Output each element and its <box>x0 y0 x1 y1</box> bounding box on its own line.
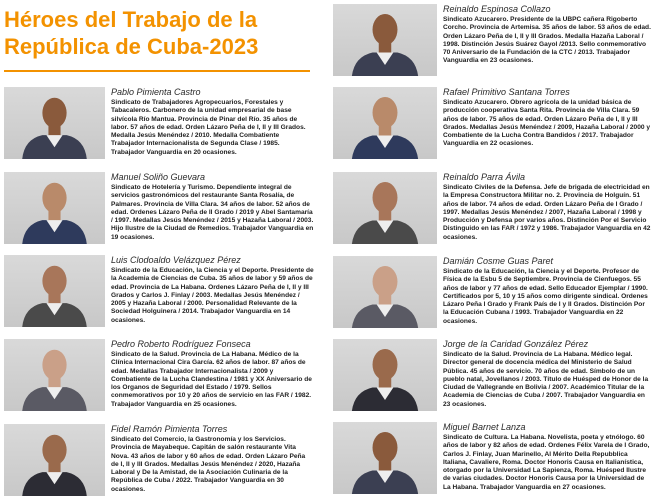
hero-entry-manuel-solino-guevara <box>4 172 314 244</box>
title-line-2: República de Cuba-2023 <box>4 34 259 59</box>
portrait-silhouette <box>333 87 437 159</box>
hero-bio <box>443 172 651 244</box>
hero-name: Damián Cosme Guas Paret <box>443 256 554 266</box>
hero-description: Sindicato de Trabajadores Agropecuarios, Forestales y Tabacaleros. Carbonero de la unidad empresarial de base silvícola Río Mantua. Provincia de Pinar del Río. 35 años de labor. 57 años de edad. Orden Lázaro Peña de I, II y III Grados. Medalla Jesús Menéndez / 2010. Medalla Combatiente Trabajador Internacionalista de Segunda Clase / 1985. Trabajador Vanguardia en 20 ocasiones. <box>111 99 306 156</box>
portrait-head <box>373 266 398 297</box>
hero-entry-reinaldo-parra-avila <box>333 172 651 244</box>
hero-name: Pedro Roberto Rodríguez Fonseca <box>111 339 251 349</box>
portrait-photo <box>4 255 105 327</box>
title-line-1: Héroes del Trabajo de la <box>4 7 258 32</box>
hero-entry-rafael-primitivo-santana-torres <box>333 87 651 159</box>
portrait-head <box>373 432 398 463</box>
hero-entry-jorge-de-la-caridad-gonzalez-perez <box>333 339 651 411</box>
hero-bio <box>111 172 314 244</box>
portrait-silhouette <box>4 339 105 411</box>
portrait-head <box>373 182 398 213</box>
hero-bio <box>443 256 651 328</box>
portrait-head <box>373 14 398 45</box>
portrait-head <box>373 97 398 128</box>
portrait-photo <box>4 339 105 411</box>
portrait-silhouette <box>4 255 105 327</box>
hero-entry-reinaldo-espinosa-collazo <box>333 4 651 76</box>
page-title <box>4 6 320 60</box>
portrait-head <box>42 350 66 380</box>
hero-description: Sindicato de la Educación, la Ciencia y el Deporte. Profesor de Física de la Esbu 5 de Septiembre. Provincia de Cienfuegos. 55 años de labor y 77 años de edad. Sello Educador Ejemplar / 1990. Certificados por 5, 10 y 15 años como dirigente sindical. Ordenes Lázaro Peña I Grado y Frank País de I y II Grados. Distinción Por la Educación Cubana / 1993. Trabajador Vanguardia en 22 ocasiones. <box>443 268 648 325</box>
hero-description: Sindicato Azucarero. Obrero agrícola de la unidad básica de producción cooperativa Santa Rita. Provincia de Villa Clara. 59 años de labor. 75 años de edad. Orden Lázaro Peña de I, II y III Grados. Medallas Jesús Menéndez / 2009, Hazaña Laboral / 2000 y Combatiente de la Lucha Contra Bandidos / 2017. Trabajador Vanguardia en 22 ocasiones. <box>443 99 651 148</box>
hero-bio <box>443 339 651 411</box>
hero-name: Reinaldo Espinosa Collazo <box>443 4 551 14</box>
hero-name: Manuel Soliño Guevara <box>111 172 206 182</box>
hero-bio <box>443 87 651 159</box>
hero-entry-damian-cosme-guas-paret <box>333 256 651 328</box>
hero-name: Pablo Pimienta Castro <box>111 87 201 97</box>
portrait-head <box>42 266 66 296</box>
hero-bio <box>111 87 314 159</box>
hero-bio <box>111 424 314 496</box>
hero-entry-miguel-barnet-lanza <box>333 422 651 494</box>
portrait-photo <box>333 87 437 159</box>
portrait-silhouette <box>333 256 437 328</box>
portrait-photo <box>333 4 437 76</box>
hero-name: Reinaldo Parra Ávila <box>443 172 526 182</box>
hero-description: Sindicato de la Educación, la Ciencia y el Deporte. Presidente de la Academia de Ciencias de Cuba. 35 años de labor y 59 años de edad. Provincia de La Habana. Ordenes Lázaro Peña de I, II y III Grados y Carlos J. Finlay / 2003. Medallas Jesús Menéndez / 2005 y Hazaña Laboral / 2000. Personalidad Relevante de la Sociedad Holguinera / 2014. Trabajador Vanguardia en 14 ocasiones. <box>111 267 314 324</box>
hero-bio <box>111 339 314 411</box>
hero-description: Sindicato de la Salud. Provincia de La Habana. Médico de la Clínica Internacional Cira García. 62 años de labor. 87 años de edad. Medallas Trabajador Internacionalista / 2009 y Combatiente de la Lucha Clandestina / 1981 y XX Aniversario de los Organos de Seguridad del Estado / 1979. Sellos conmemorativos por 10 y 20 años de servicio en las FAR / 1982. Trabajador Vanguardia en 25 ocasiones. <box>111 351 312 408</box>
hero-entry-pablo-pimienta-castro <box>4 87 314 159</box>
portrait-photo <box>333 256 437 328</box>
hero-name: Rafael Primitivo Santana Torres <box>443 87 570 97</box>
portrait-silhouette <box>4 87 105 159</box>
portrait-silhouette <box>4 424 105 496</box>
portrait-photo <box>333 172 437 244</box>
portrait-photo <box>4 172 105 244</box>
portrait-silhouette <box>333 422 437 494</box>
hero-entry-fidel-ramon-pimienta-torres <box>4 424 314 496</box>
hero-description: Sindicato de la Salud. Provincia de La Habana. Médico legal. Director general de docencia médica del Ministerio de Salud Pública. 45 años de servicio. 70 años de edad. Símbolo de un pueblo natal, Jovellanos / 2003. Título de Huésped de Honor de la Ciudad de Vallegrande en Bolivia / 2007. Académico Titular de la Academia de Ciencias de Cuba / 2007. Trabajador Vanguardia en 23 ocasiones. <box>443 351 649 408</box>
portrait-photo <box>333 422 437 494</box>
hero-description: Sindicato Azucarero. Presidente de la UBPC cañera Rigoberto Corcho. Provincia de Artemisa. 35 años de labor. 53 años de edad. Orden Lázaro Peña de I, II y III Grados. Medalla Hazaña Laboral / 1998. Distinción Jesús Suárez Gayol /2013. Sello conmemorativo 70 Aniversario de la Fundación de la CTC / 2013. Trabajador Vanguardia en 23 ocasiones. <box>443 16 651 65</box>
portrait-head <box>373 349 398 380</box>
portrait-head <box>42 183 66 213</box>
portrait-silhouette <box>333 4 437 76</box>
hero-name: Miguel Barnet Lanza <box>443 422 526 432</box>
portrait-head <box>42 435 66 465</box>
portrait-head <box>42 98 66 128</box>
portrait-photo <box>333 339 437 411</box>
hero-entry-luis-clodoaldo-velazquez-perez <box>4 255 314 327</box>
portrait-silhouette <box>4 172 105 244</box>
hero-bio <box>443 422 651 494</box>
portrait-photo <box>4 424 105 496</box>
portrait-silhouette <box>333 172 437 244</box>
hero-description: Sindicato de Hotelería y Turismo. Dependiente integral de servicios gastronómicos del restaurante Santa Rosalía, de Palmares. Provincia de Villa Clara. 34 años de labor. 52 años de edad. Ordenes Lázaro Peña de II Grado / 2019 y Abel Santamaría / 1997. Medallas Jesús Menéndez / 2015 y Hazaña Laboral / 2003. Hijo Ilustre de la Ciudad de Remedios. Trabajador Vanguardia en 19 ocasiones. <box>111 184 314 241</box>
title-underline <box>4 70 310 72</box>
hero-bio <box>111 255 314 327</box>
hero-name: Luis Clodoaldo Velázquez Pérez <box>111 255 241 265</box>
hero-description: Sindicato Civiles de la Defensa. Jefe de brigada de electricidad en la Empresa Constructora Militar no. 2. Provincia de Holguín. 51 años de labor. 74 años de edad. Orden Lázaro Peña de I Grado / 1997. Medallas Jesús Menéndez / 2007, Hazaña Laboral / 1998 y Producción y Defensa por varios años. Distinción Por el Servicio Distinguido en las FAR / 1972 y 1986. Trabajador Vanguardia en 42 ocasiones. <box>443 184 651 241</box>
hero-description: Sindicato del Comercio, la Gastronomía y los Servicios. Provincia de Mayabeque. Capitán de salón restaurante Vita Nova. 43 años de labor y 60 años de edad. Orden Lázaro Peña de I, II y III Grados. Medallas Jesús Menéndez / 2020, Hazaña Laboral y De la Amistad, de la Asociación Culinaria de la República de Cuba / 2022. Trabajador Vanguardia en 30 ocasiones. <box>111 436 306 493</box>
hero-bio <box>443 4 651 76</box>
hero-name: Fidel Ramón Pimienta Torres <box>111 424 228 434</box>
hero-name: Jorge de la Caridad González Pérez <box>443 339 589 349</box>
portrait-photo <box>4 87 105 159</box>
hero-description: Sindicato de Cultura. La Habana. Novelista, poeta y etnólogo. 60 años de labor y 82 años de edad. Ordenes Félix Varela de I Grado, Carlos J. Finlay, Juan Marinello, Al Mérito Della Repubblica Italiana, Cavaliere, Roma. Doctor Honoris Causa en Italianística, otorgado por la Universidad La Sapienza, Roma. Huésped Ilustre de varias ciudades. Doctor Honoris Causa por la Universidad de La Habana. Trabajador Vanguardia en 27 ocasiones. <box>443 434 650 491</box>
portrait-silhouette <box>333 339 437 411</box>
hero-entry-pedro-roberto-rodriguez-fonseca <box>4 339 314 411</box>
